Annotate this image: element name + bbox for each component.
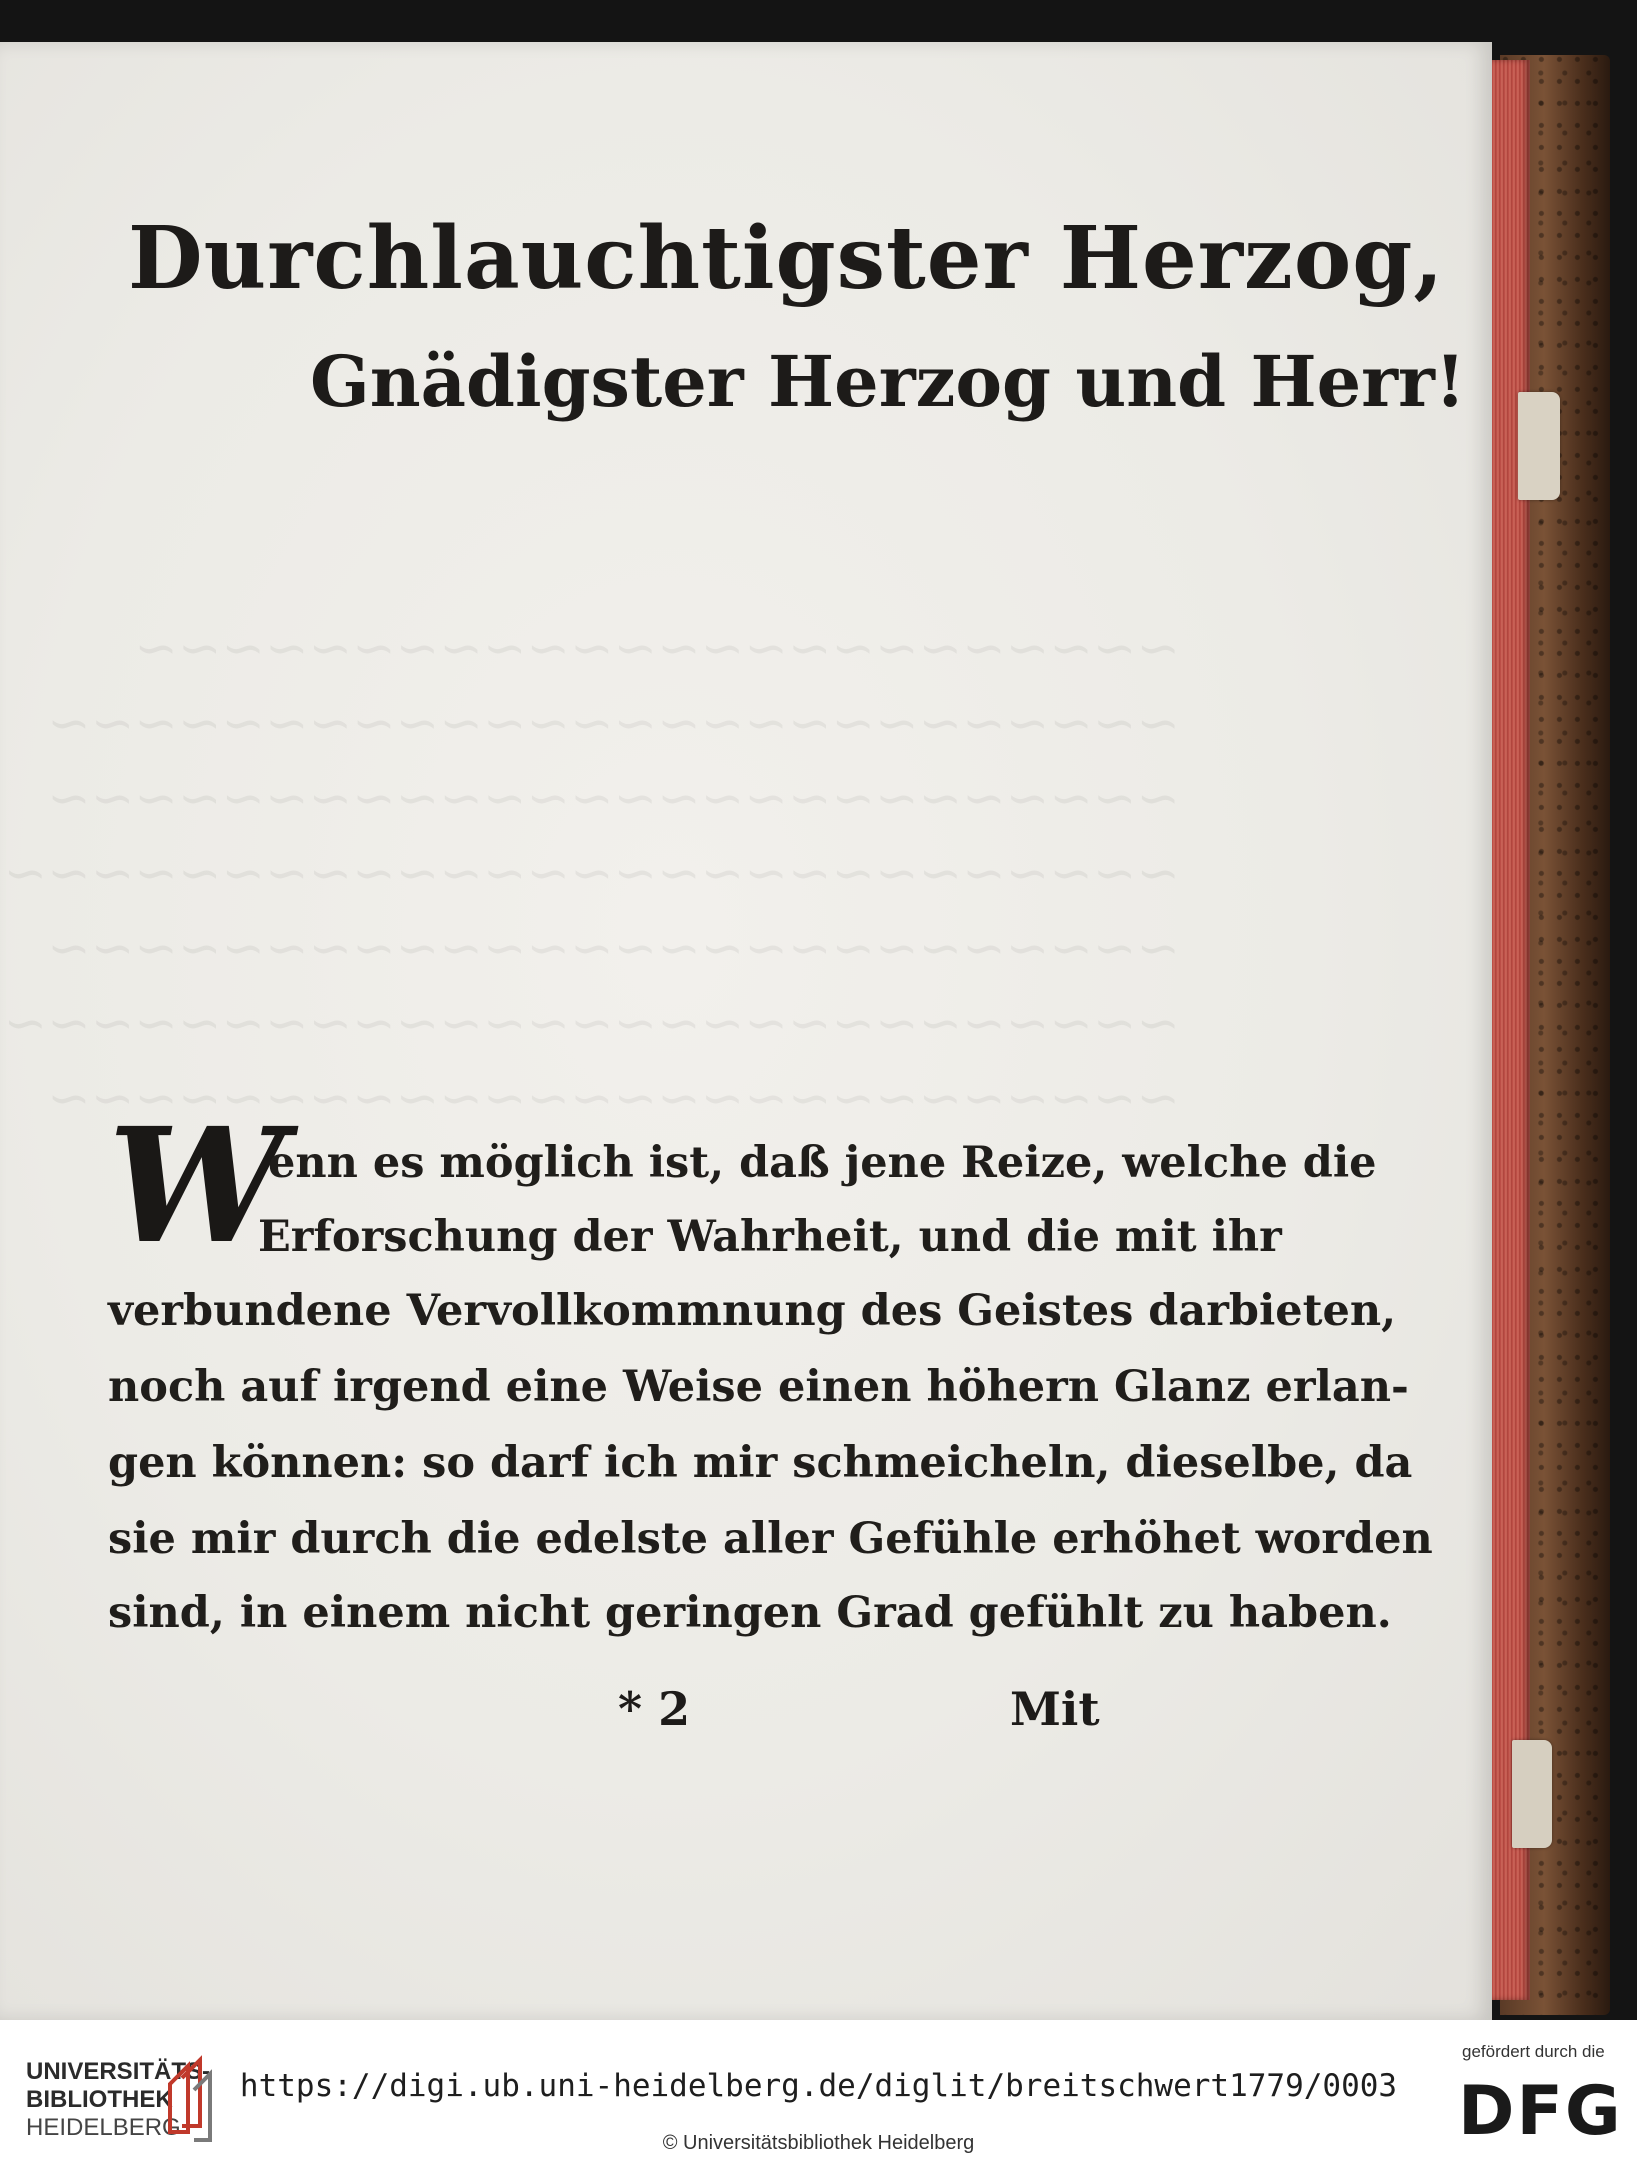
permalink-url[interactable]: https://digi.ub.uni-heidelberg.de/diglit/breitschwert1779/0003 xyxy=(239,2068,1398,2104)
funding-caption: gefördert durch die xyxy=(1462,2042,1605,2061)
footer-bar xyxy=(0,2020,1637,2176)
text-line: verbundene Vervollkommnung des Geistes darbieten, xyxy=(108,1286,1397,1336)
text-line: gen können: so darf ich mir schmeicheln, dieselbe, da xyxy=(108,1438,1413,1488)
catchword: Mit xyxy=(1010,1682,1100,1736)
text-line: noch auf irgend eine Weise einen höhern Glanz erlan- xyxy=(108,1362,1409,1412)
page-subheading: Gnädigster Herzog und Herr! xyxy=(310,340,1466,423)
signature-mark: * 2 xyxy=(618,1682,691,1736)
library-logo-line: UNIVERSITÄTS- xyxy=(26,2058,211,2085)
page-heading: Durchlauchtigster Herzog, xyxy=(128,208,1445,309)
text-line: Erforschung der Wahrheit, und die mit ihr xyxy=(258,1212,1282,1262)
drop-cap: W xyxy=(108,1094,286,1279)
text-line: enn es möglich ist, daß jene Reize, welche die xyxy=(268,1138,1377,1188)
paper-tab-marker xyxy=(1512,1740,1552,1848)
book-page xyxy=(0,42,1492,2020)
library-logo-line: BIBLIOTHEK xyxy=(26,2086,173,2113)
library-logo-line: HEIDELBERG xyxy=(26,2114,181,2141)
paper-tab-marker xyxy=(1518,392,1560,500)
copyright-notice: © Universitätsbibliothek Heidelberg xyxy=(662,2132,975,2154)
text-line: sie mir durch die edelste aller Gefühle erhöhet worden xyxy=(108,1514,1433,1564)
show-through-texture: ~~~~~~~~~~~~~~~~~~~~~~~~ ~~~~~~~~~~~~~~~~~~~~~~~~~~ ~~~~~~~~~~~~~~~~~~~~~~~~~~ ~~~~~~~~~~~~~~~~~~~~~~~~~~~ ~~~~~~~~~~~~~~~~~~~~~~~~~~ ~~~~~~~~~~~~~~~~~~~~~~~~~~~ ~~~~~~~~~~~~~~~~~~~~~~~~~~ xyxy=(3,619,1180,1129)
text-line: sind, in einem nicht geringen Grad gefühlt zu haben. xyxy=(108,1588,1392,1638)
page-edge xyxy=(1488,60,1530,2000)
dfg-logo[interactable]: DFG xyxy=(1458,2072,1623,2151)
